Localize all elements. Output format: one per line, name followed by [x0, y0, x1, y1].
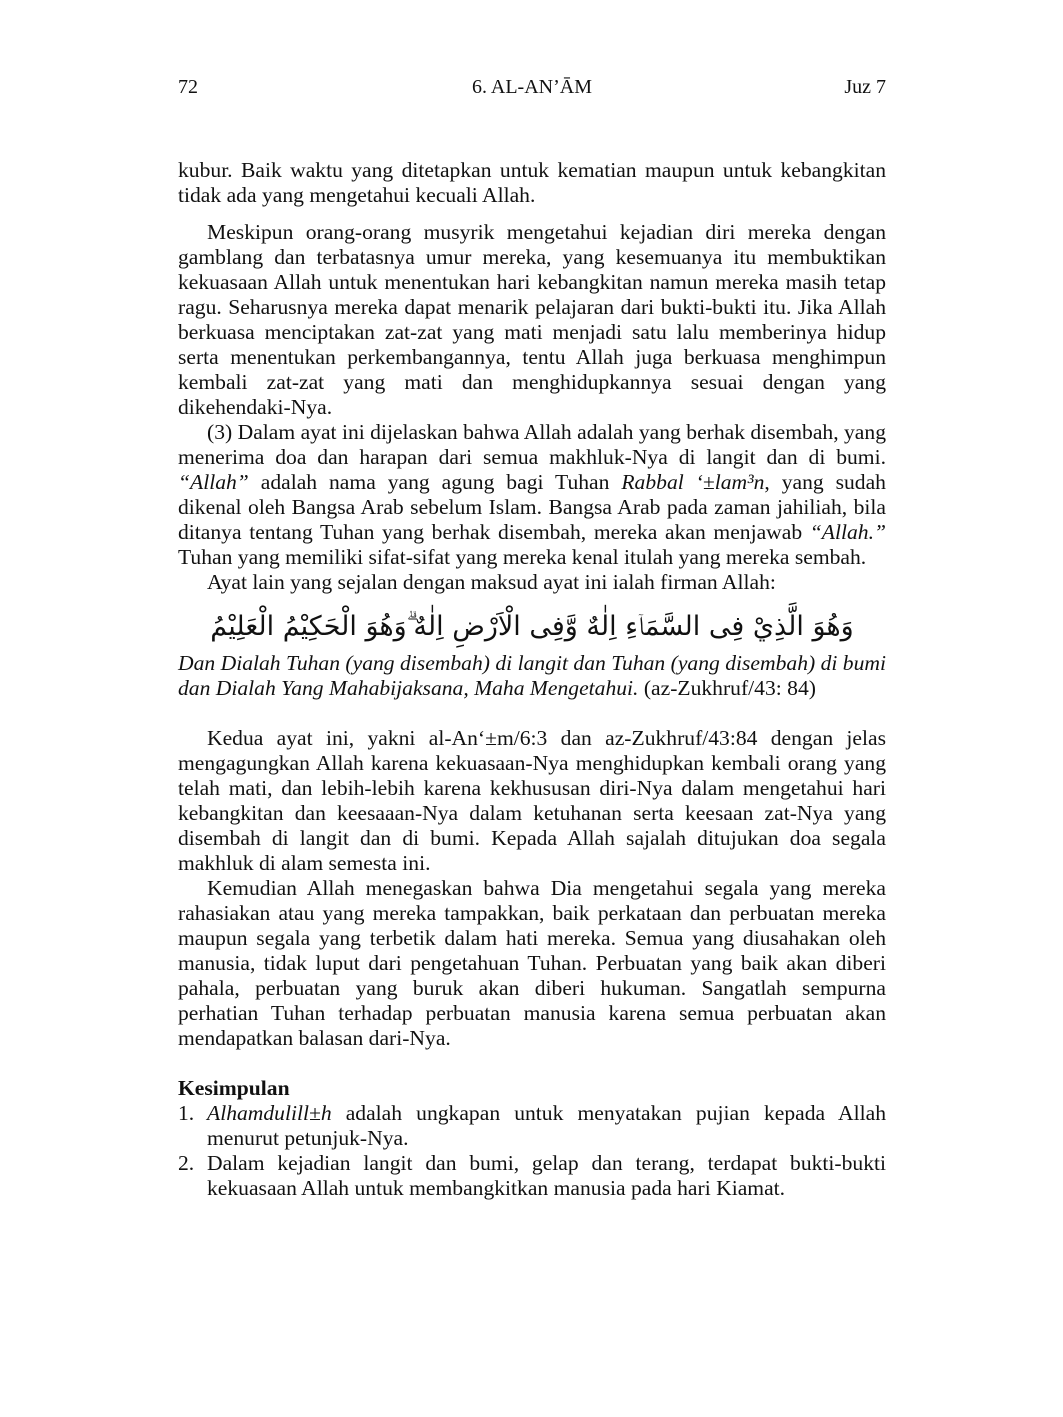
- translation-text: Dan Dialah Tuhan (yang disembah) di langit dan Tuhan (yang disembah) di bumi dan Dialah Yang Mahabijaksana, Maha Mengetahui.: [178, 651, 886, 700]
- italic-text: Alhamdulill±h: [207, 1101, 332, 1125]
- paragraph: Ayat lain yang sejalan dengan maksud ayat ini ialah firman Allah:: [207, 570, 776, 594]
- arabic-verse: وَهُوَ الَّذِيْ فِى السَّمَاۤءِ اِلٰهٌ وَّفِى الْاَرْضِ اِلٰهٌ ۗوَهُوَ الْحَكِيْمُ الْعَلِيْمُ: [210, 611, 854, 642]
- juz-label: Juz 7: [844, 76, 886, 98]
- italic-text: “Allah”: [178, 470, 249, 494]
- paragraph: Meskipun orang-orang musyrik mengetahui kejadian diri mereka dengan gamblang dan terbatasnya umur mereka, yang kesemuanya itu membuktikan kekuasaan Allah untuk menentukan hari kebangkitan namun mereka masih tetap ragu. Seharusnya mereka dapat menarik pelajaran dari bukti-bukti itu. Jika Allah berkuasa menciptakan zat-zat yang mati menjadi satu lalu memberinya hidup serta menentukan perkembangannya, tentu Allah juga berkuasa menghimpun kembali zat-zat yang mati dan menghidupkannya sesuai dengan yang dikehendaki-Nya.: [178, 220, 886, 419]
- page-header: [178, 76, 886, 99]
- italic-text: “Allah.”: [809, 520, 886, 544]
- conclusion-heading: Kesimpulan: [178, 1076, 290, 1100]
- item-text: Dalam kejadian langit dan bumi, gelap dan terang, terdapat bukti-bukti kekuasaan Allah untuk membangkitkan manusia pada hari Kiamat.: [207, 1151, 886, 1200]
- page-number: 72: [178, 76, 198, 98]
- surah-title: 6. AL-AN’ĀM: [472, 76, 592, 98]
- text: , yang sudah dikenal oleh Bangsa Arab sebelum Islam. Bangsa Arab pada zaman jahiliah, bila ditanya tentang Tuhan yang berhak disembah, mereka akan menjawab: [178, 470, 886, 544]
- text: (3) Dalam ayat ini dijelaskan bahwa Allah adalah yang berhak disembah, yang menerima doa dan harapan dari semua makhluk-Nya di langit dan di bumi.: [178, 420, 886, 469]
- item-number: 2.: [178, 1151, 195, 1175]
- verse-translation: [178, 651, 886, 701]
- italic-text: Rabbal ‘±lam³n: [621, 470, 765, 494]
- paragraph: Kemudian Allah menegaskan bahwa Dia mengetahui segala yang mereka rahasiakan atau yang mereka tampakkan, baik perkataan dan perbuatan mereka maupun segala yang terbetik dalam hati mereka. Semua yang diusahakan oleh manusia, tidak luput dari pengetahuan Tuhan. Perbuatan yang baik akan diberi pahala, perbuatan yang buruk akan diberi hukuman. Sangatlah sempurna perhatian Tuhan terhadap perbuatan manusia karena semua perbuatan akan mendapatkan balasan dari-Nya.: [178, 876, 886, 1050]
- item-number: 1.: [178, 1101, 195, 1125]
- verse-reference: (az-Zukhruf/43: 84): [638, 676, 816, 700]
- paragraph: Kedua ayat ini, yakni al-An‘±m/6:3 dan az-Zukhruf/43:84 dengan jelas mengagungkan Allah karena kekuasaan-Nya menghidupkan kembali orang yang telah mati, dan lebih-lebih karena kekhususan diri-Nya dalam mengetahui hari kebangkitan dan keesaaan-Nya dalam ketuhanan serta keesaan zat-Nya yang disembah di langit dan di bumi. Kepada Allah sajalah ditujukan doa segala makhluk di alam semesta ini.: [178, 726, 886, 875]
- list-item: [178, 1151, 886, 1201]
- conclusion-list: [178, 1101, 886, 1201]
- text: adalah ungkapan untuk menyatakan pujian kepada Allah menurut petunjuk-Nya.: [207, 1101, 886, 1150]
- item-text: [207, 1101, 886, 1151]
- text: adalah nama yang agung bagi Tuhan: [248, 470, 622, 494]
- paragraph: [178, 420, 886, 570]
- page-body: [178, 158, 886, 1201]
- list-item: [178, 1101, 886, 1151]
- text: Tuhan yang memiliki sifat-sifat yang mereka kenal itulah yang mereka sembah.: [178, 545, 867, 569]
- paragraph: kubur. Baik waktu yang ditetapkan untuk kematian maupun untuk kebangkitan tidak ada yang mengetahui kecuali Allah.: [178, 158, 886, 207]
